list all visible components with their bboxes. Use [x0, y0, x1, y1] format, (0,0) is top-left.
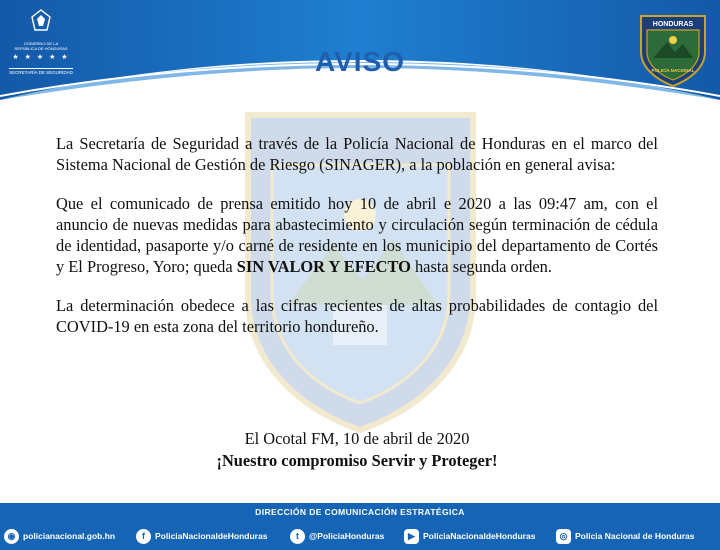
footer-bar [0, 503, 720, 550]
motto: ¡Nuestro compromiso Servir y Proteger! [216, 451, 498, 470]
social-twitter[interactable] [290, 526, 384, 546]
paragraph-announcement-start: Que el comunicado de prensa emitido hoy 10 de abril e 2020 a las 09:47 am, con el anuncio de nuevas medidas para abastecimiento y circulación según terminación de cédula de identidad, pasaporte y/o carné de residente en los municipio del departamento de Cortés y El Progreso, Yoro; queda [56, 194, 658, 276]
social-website[interactable] [4, 526, 115, 546]
signature-block [56, 428, 658, 472]
globe-icon: ◉ [4, 529, 19, 544]
notice-body [56, 133, 658, 355]
paragraph-intro: La Secretaría de Seguridad a través de la Policía Nacional de Honduras en el marco del Sistema Nacional de Gestión de Riesgo (SINAGER), a la población en general avisa: [56, 134, 658, 174]
government-logo [6, 8, 76, 78]
paragraph-announcement-end: hasta segunda orden. [410, 257, 552, 276]
social-facebook-label: PoliciaNacionaldeHonduras [155, 531, 268, 541]
page-title: AVISO [314, 46, 406, 77]
gov-logo-secretaria: SECRETARÍA DE SEGURIDAD [9, 70, 73, 75]
footer-department: DIRECCIÓN DE COMUNICACIÓN ESTRATÉGICA [255, 507, 465, 517]
social-facebook[interactable] [136, 526, 267, 546]
social-website-label: policianacional.gob.hn [23, 531, 116, 541]
gov-logo-line-2: REPÚBLICA DE HONDURAS [14, 46, 68, 51]
gov-logo-line-1: GOBIERNO DE LA [23, 41, 59, 46]
social-youtube-label: PoliciaNacionaldeHonduras [423, 531, 536, 541]
footer-socials [0, 526, 720, 546]
social-twitter-label: @PoliciaHonduras [309, 531, 385, 541]
paragraph-reason: La determinación obedece a las cifras recientes de altas probabilidades de contagio del COVID-19 en esta zona del territorio hondureño. [56, 296, 658, 336]
paragraph-announcement [56, 193, 658, 277]
police-badge-icon [633, 8, 713, 88]
place-date: El Ocotal FM, 10 de abril de 2020 [244, 429, 470, 448]
coat-of-arms-icon [28, 8, 54, 34]
youtube-icon: ▶ [404, 529, 419, 544]
social-instagram-label: Policia Nacional de Honduras [575, 531, 695, 541]
paragraph-announcement-bold: SIN VALOR Y EFECTO [236, 257, 411, 276]
social-youtube[interactable] [404, 526, 535, 546]
twitter-icon: t [290, 529, 305, 544]
gov-logo-stars: ★ ★ ★ ★ ★ [12, 54, 70, 61]
badge-bottom-text: POLICÍA NACIONAL [651, 68, 695, 73]
header-banner [0, 0, 720, 110]
facebook-icon: f [136, 529, 151, 544]
badge-top-text: HONDURAS [652, 21, 694, 28]
instagram-icon: ◎ [556, 529, 571, 544]
social-instagram[interactable] [556, 526, 695, 546]
